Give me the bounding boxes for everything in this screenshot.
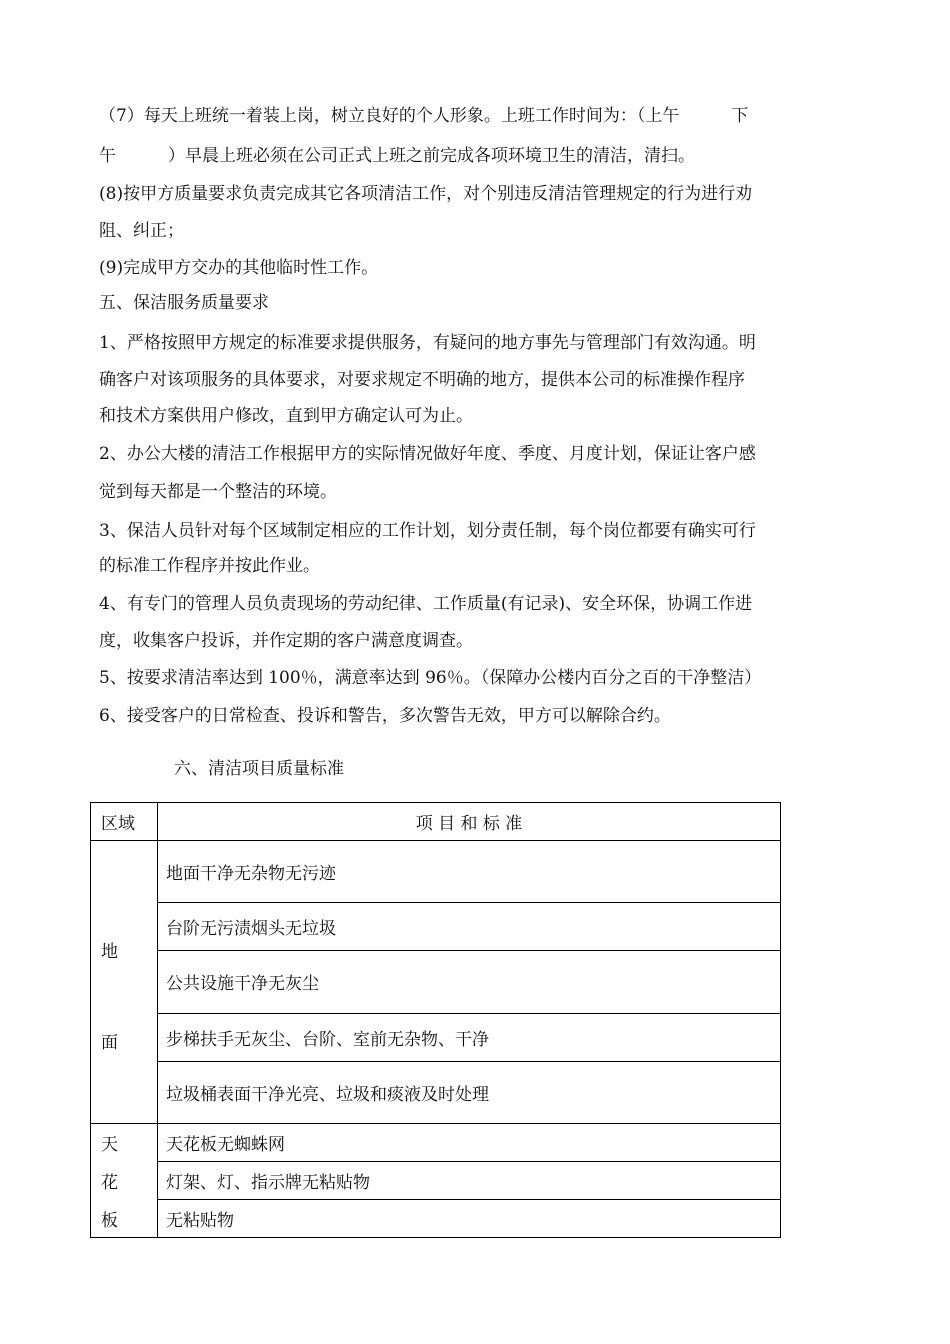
table-row: [91, 841, 781, 903]
table-row: [91, 1162, 781, 1200]
section-heading: 五、保洁服务质量要求: [99, 293, 269, 313]
region-label: 板: [101, 1211, 118, 1231]
region-label: 花: [101, 1173, 118, 1193]
text-line: 6、接受客户的日常检查、投诉和警告，多次警告无效，甲方可以解除合约。: [99, 706, 671, 726]
table-row: [91, 1061, 781, 1123]
region-label: 天: [101, 1135, 118, 1155]
text-line: (8)按甲方质量要求负责完成其它各项清洁工作，对个别违反清洁管理规定的行为进行劝: [99, 184, 753, 204]
region-cell-ground: [91, 841, 158, 1124]
text-line: 度，收集客户投诉，并作定期的客户满意度调查。: [99, 631, 473, 651]
text-fragment: 下: [731, 106, 749, 126]
table-row: [91, 951, 781, 1013]
table-row: [91, 1124, 781, 1162]
table-row: [91, 903, 781, 951]
standard-cell: 台阶无污渍烟头无垃圾: [158, 903, 781, 951]
text-fragment: ）早晨上班必须在公司正式上班之前完成各项环境卫生的清洁，清扫。: [168, 146, 695, 166]
standard-cell: 无粘贴物: [158, 1200, 781, 1238]
text-line: 5、按要求清洁率达到 100％，满意率达到 96％。（保障办公楼内百分之百的干净整洁）: [99, 668, 762, 688]
text-line: (9)完成甲方交办的其他临时性工作。: [99, 258, 379, 278]
text-line: 的标准工作程序并按此作业。: [99, 556, 320, 576]
standard-cell: 步梯扶手无灰尘、台阶、室前无杂物、干净: [158, 1013, 781, 1061]
standard-cell: 公共设施干净无灰尘: [158, 951, 781, 1013]
text-fragment: 午: [99, 146, 116, 166]
region-label: 面: [101, 1033, 118, 1053]
table-row: [91, 1200, 781, 1238]
text-line: 确客户对该项服务的具体要求，对要求规定不明确的地方，提供本公司的标准操作程序: [99, 370, 745, 390]
header-cell-region: 区域: [91, 803, 158, 841]
table-header-row: [91, 803, 781, 841]
text-line: 和技术方案供用户修改，直到甲方确定认可为止。: [99, 406, 473, 426]
standard-cell: 垃圾桶表面干净光亮、垃圾和痰液及时处理: [158, 1061, 781, 1123]
table-row: [91, 1013, 781, 1061]
text-fragment: （7）每天上班统一着装上岗，树立良好的个人形象。上班工作时间为：（上午: [99, 106, 680, 126]
text-line: 1、严格按照甲方规定的标准要求提供服务，有疑问的地方事先与管理部门有效沟通。明: [99, 333, 756, 353]
text-line: 3、保洁人员针对每个区域制定相应的工作计划，划分责任制，每个岗位都要有确实可行: [99, 521, 756, 541]
text-line: [99, 105, 748, 127]
text-line: 2、办公大楼的清洁工作根据甲方的实际情况做好年度、季度、月度计划，保证让客户感: [99, 444, 756, 464]
standard-cell: 灯架、灯、指示牌无粘贴物: [158, 1162, 781, 1200]
quality-standard-table: [90, 802, 781, 1238]
standard-cell: 天花板无蜘蛛网: [158, 1124, 781, 1162]
standard-cell: 地面干净无杂物无污迹: [158, 841, 781, 903]
text-line: [99, 145, 695, 167]
region-label: 地: [101, 942, 118, 962]
header-cell-standard: 项 目 和 标 准: [158, 803, 781, 841]
section-heading: 六、清洁项目质量标准: [174, 759, 344, 779]
text-line: 4、有专门的管理人员负责现场的劳动纪律、工作质量(有记录)、安全环保，协调工作进: [99, 594, 753, 614]
text-line: 阻、纠正；: [99, 221, 184, 241]
text-line: 觉到每天都是一个整洁的环境。: [99, 482, 337, 502]
region-cell-ceiling: [91, 1124, 158, 1238]
